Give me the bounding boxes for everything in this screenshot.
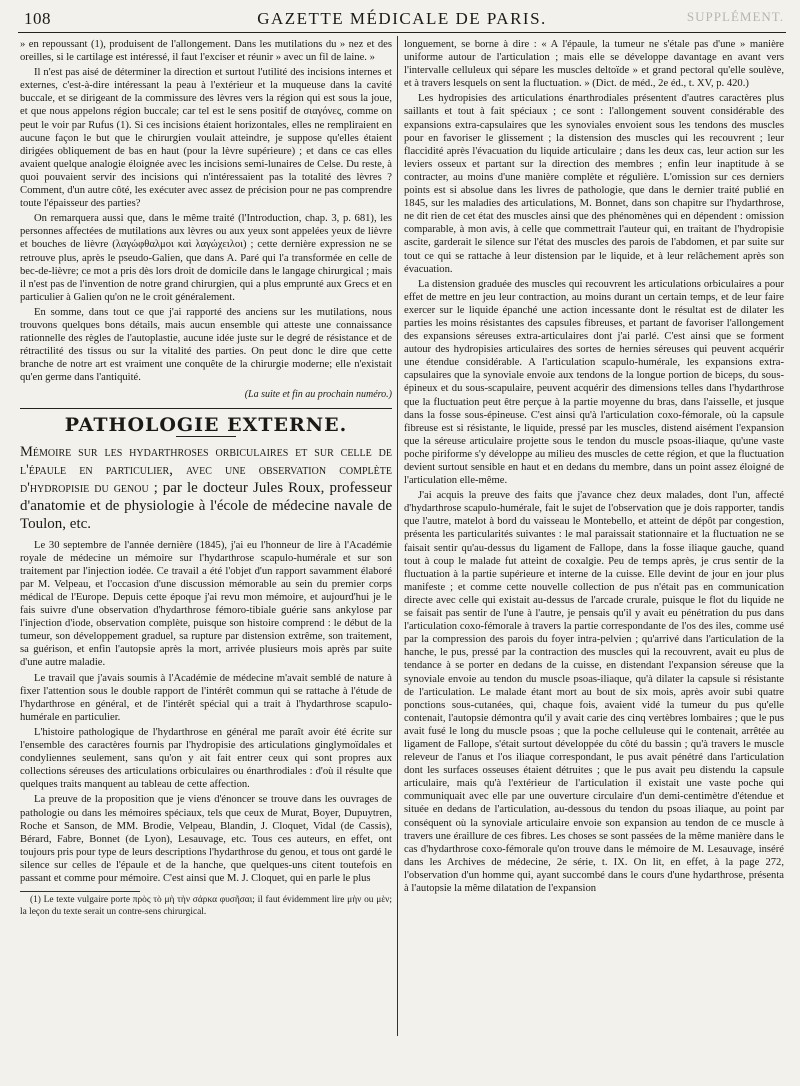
footnote: (1) Le texte vulgaire porte πρὸς τὸ μὴ τὴν σάρκα φυσῆσαι; il faut évidemment lire μὴν ou μὲν; la leçon du texte serait un contre-sens chirurgical. <box>20 895 392 917</box>
memoir-author: par le docteur Jules Roux, professeur d'anatomie et de physiologie à l'école de médecine navale de Toulon, etc. <box>20 479 393 532</box>
paragraph: Les hydropisies des articulations énarthrodiales présentent d'autres caractères plus saillants et tout à fait spéciaux ; ce sont : l'allongement souvent considérable des expansions extra-capsulaires que les synoviales envoient sous les tendons des muscles pour en favoriser le glissement ; la distension des muscles qui les recouvrent ; leur flaccidité après l'évacuation du liquide articulaire ; dans les deux cas, leur action sur les leviers osseux et partant sur la direction des membres ; enfin leur inaptitude à se contracter, au moins d'une manière complète et régulière. L'omission sur ces derniers points est si absolue dans les livres de pathologie, que dans le dernier traité publié en 1845, sur les maladies des articulations, M. Bonnet, dans son chapitre sur l'hydarthrose, ne dit rien de cet état des muscles ainsi que des phénomènes qui en dépendent : omission comparable, à mon avis, à celle que commettrait l'auteur qui, en traitant de l'hydropisie ascite, garderait le silence sur l'état des muscles des parois de l'abdomen, et par suite sur tout ce qui se rattache à leur distension par le liquide, et à leur relâchement après son évacuation. <box>404 93 784 275</box>
left-column <box>20 38 392 918</box>
paragraph: Le travail que j'avais soumis à l'Académie de médecine m'avait semblé de nature à fixer l'attention sous le double rapport de l'intérêt commun qui se rattache à l'étude de l'hydarthrose en général, et de l'intérêt spécial qui a trait à l'hydarthrose scapulo-humérale en particulier. <box>20 672 392 723</box>
memoir-title <box>20 443 392 533</box>
paragraph: On remarquera aussi que, dans le même traité (l'Introduction, chap. 3, p. 681), les personnes affectées de mutilations aux lèvres ou aux yeux sont appelées yeux de lièvre et bouches de lièvre (λαγώφθαλμοι καὶ λαγώχειλοι) ; cette dernière expression ne se retrouve plus, après le pseudo-Galien, que dans A. Paré qui l'a transformée en celle de bec-de-lièvre; ce mot a pris dès lors droit de domicile dans le langage chirurgical ; mais il n'est pas de l'invention de notre grand chirurgien, qui a plus emprunté aux Grecs et en particulier à Galien qu'on ne le croit généralement. <box>20 213 392 303</box>
paragraph: Le 30 septembre de l'année dernière (1845), j'ai eu l'honneur de lire à l'Académie royale de médecine un mémoire sur l'hydarthrose scapulo-humérale et sur son traitement par l'injection iodée. Ce travail a été l'objet d'un rapport savamment élaboré par M. Velpeau, et l'occasion d'une discussion mémorable au sein du premier corps médical de l'Europe. Depuis cette époque j'ai revu mon mémoire, et aujourd'hui je le fais suivre d'une observation d'hydarthrose fémoro-tibiale guérie sans ankylose par l'injection d'iode, observation complète, puisque son histoire comprend : le début de la tumeur, son développement graduel, sa rupture par distension extrême, son traitement, sa guérison, et enfin l'autopsie après la mort, arrivée plusieurs mois après par suite d'une autre maladie. <box>20 539 392 669</box>
page-header <box>18 6 786 33</box>
paragraph: En somme, dans tout ce que j'ai rapporté des anciens sur les mutilations, nous trouvons quelques bons détails, mais aucun ensemble qui atteste une connaissance rationnelle des règles de l'autoplastie, aucune idée juste sur le degré de résistance et de rétractilité des tissus ou sur la vitalité des parties. On peut donc le dire que cette branche de notre art est vraiment une conquête de la chirurgie moderne; elle n'existait qu'en germe dans l'antiquité. <box>20 306 392 384</box>
paragraph: J'ai acquis la preuve des faits que j'avance chez deux malades, dont l'un, affecté d'hydarthrose scapulo-humérale, fait le sujet de l'observation que je dois rapporter, tandis que l'autre, matelot à bord du vaisseau le Montebello, et atteint de dépôt par congestion, présenta les particularités suivantes : le mal paraissait stationnaire et la fluctuation ne se faisait sentir qu'au-dessus du ligament de Fallope, dans la fosse iliaque gauche, quand tout à coup le malade fut atteint de coxalgie. Peu de temps après, je crus sentir de la fluctuation à la partie supérieure et interne de la cuisse. Elle devint de jour en jour plus manifeste ; et comme cette nouvelle collection de pus n'était pas en communication directe avec celle qui existait au-dessus de l'arcade crurale, puisque le flot du liquide ne se faisait pas sentir de l'une à l'autre, je pensais qu'il y avait eu pénétration du pus dans l'articulation coxo-fémorale à travers la partie correspondante de l'os des iles, comme usé par la compression des parois du foyer intra-pelvien ; qu'arrivé dans l'articulation de la hanche, le pus, pressé par la contraction des muscles qui la recouvrent, avait eu plus de tendance à se porter en dedans de la cuisse, en distendant l'expansion séreuse que la synoviale envoie au tendon du muscle psoas-iliaque, qu'à dilater la capsule si résistante de l'articulation. Le malade étant mort au bout de six mois, après avoir subi quatre ponctions sous-cutanées, qui, chaque fois, avaient vidé la tumeur du pus qu'elle contenait, l'autopsie démontra qu'il y avait carie des cinq vertèbres lombaires ; que le pus avait fusé le long du muscle psoas ; que la poche celluleuse qui le contenait, arrêtée au ligament de Fallope, s'était surtout développée du côté du bassin ; qu'à travers le muscle releveur de l'anus et l'os iliaque correspondant, le pus avait pénétré dans l'articulation dont les surfaces osseuses étaient détruites ; que le pus avait peu distendu la capsule articulaire, mais qu'à l'extérieur de l'articulation il existait une vaste poche qui communiquait avec elle par une ouverture circulaire d'un demi-centimètre d'étendue et située en dedans de l'articulation, au-dessous du tendon du psoas iliaque, au point par conséquent où la synoviale articulaire envoie son expansion au tendon de ce muscle à travers une éraillure de ces fibres. Les choses se sont passées de la même manière dans le cas d'hydarthrose coxo-fémorale qu'on trouve dans le mémoire de M. Lesauvage, inséré dans les Archives de médecine, 2e série, t. IX. On lit, en effet, à la page 272, l'observation d'un homme qui, ayant succombé dans le cours d'une hydarthrose, présenta à l'autopsie la même dilatation de l'expansion <box>404 490 784 894</box>
paragraph: La preuve de la proposition que je viens d'énoncer se trouve dans les ouvrages de pathologie ou dans les mémoires spéciaux, tels que ceux de Murat, Boyer, Dupuytren, Roche et Sanson, de MM. Brodie, Velpeau, Blandin, J. Cloquet, Vidal (de Cassis), Bérard, Fabre, Bonnet (de Lyon), Lesauvage, etc. Tous ces auteurs, en effet, ont toujours pris pour type de leurs descriptions l'hydarthrose du genou, et tous ont gardé le silence sur celles de l'épaule et de la hanche, que quelques-uns citent toutefois en passant et comme pour mémoire. C'est ainsi que M. J. Cloquet, qui en parle le plus <box>20 794 392 884</box>
paragraph: Il n'est pas aisé de déterminer la direction et surtout l'utilité des incisions internes et externes, c'est-à-dire intéressant la peau à l'extérieur et la muqueuse dans la cavité buccale, et se dirigeant de la commissure des lèvres vers la région qui est sous la joue, et que nous appelons région buccale; car tel est le sens positif de σιαγόνες, comme on peut le voir par Rufus (1). Si ces incisions étaient horizontales, elles ne rempliraient en aucune façon le but que le chirurgien voulait atteindre, je suppose qu'elles étaient dirigées obliquement de bas en haut (pour la lèvre supérieure) ; et dans ce cas elles avaient quelque analogie éloignée avec les incisions semi-lunaires de Celse. Du reste, à quoi pouvaient servir des incisions qui n'intéressaient pas la totalité des lèvres ? Comment, d'un autre côté, les exécuter avec assez de précision pour ne pas comprendre toute l'épaisseur des parties? <box>20 67 392 210</box>
right-column <box>404 38 784 897</box>
section-title: PATHOLOGIE EXTERNE. <box>20 419 392 437</box>
continuation-note: (La suite et fin au prochain numéro.) <box>244 389 392 401</box>
memoir-title-text: Mémoire sur les hydarthroses orbiculaires et sur celle de l'épaule en particulier, avec une observation complète d'hydropisie du genou ; <box>20 443 392 496</box>
footnote-divider <box>20 891 140 892</box>
page-number: 108 <box>24 9 51 28</box>
column-divider <box>397 36 398 1036</box>
paragraph: La distension graduée des muscles qui recouvrent les articulations orbiculaires a pour effet de mettre en jeu leur contraction, au moins durant un certain temps, et de leur faire exercer sur le liquide épanché une action incessante dont le résultat est de dilater les parties les moins résistantes des capsules fibreuses, et partant de favoriser l'allongement des expansions séreuses extra-articulaires dont j'ai parlé. C'est ainsi que se forment autour des hydropisies articulaires des sortes de hernies séreuses qui peuvent acquérir une étendue considérable. A l'articulation scapulo-humérale, les expansions extra-capsulaires que la synoviale envoie aux tendons de la longue portion de biceps, du sous-épineux et du sous-scapulaire, peuvent acquérir des dimensions telles dans l'hydarthrose que la fluctuation peut être perçue à la partie moyenne du bras, dans l'aisselle, et jusque dans la fosse sous-épineuse. C'est ainsi qu'à l'articulation coxo-fémorale, où la capsule fibreuse est si résistante, le liquide, pressé par les muscles, distend aisément l'expansion que la séreuse articulaire projette sous le tendon du muscle psoas-iliaque, qu'une vaste poche piriforme s'y développe au milieu des muscles de cette région, et que la fluctuation devient surtout sensible en haut et en dedans du membre, dans un point assez éloigné de l'articulation elle-même. <box>404 278 784 487</box>
paragraph: longuement, se borne à dire : « A l'épaule, la tumeur ne s'étale pas d'une » manière uniforme autour de l'articulation ; mais elle se développe davantage en avant vers l'intervalle celluleux qui sépare les muscles deltoïde » et grand pectoral qu'elle soulève, et à travers lesquels on sent la fluctuation. » (Dict. de méd., 2e éd., t. XV, p. 420.) <box>404 39 784 90</box>
section-divider <box>20 408 392 409</box>
paragraph: L'histoire pathologique de l'hydarthrose en général me paraît avoir été écrite sur l'ensemble des caractères fournis par l'hydropisie des articulations ginglymoïdales et condyliennes seulement, sans qu'on y ait fait entrer ceux qui sont propres aux collections séreuses des articulations orbiculaires ou énarthrodiales : d'où il résulte que quelques traits manquent au tableau de cette affection. <box>20 726 392 791</box>
header-corner-text: SUPPLÉMENT. <box>686 9 784 24</box>
journal-title: GAZETTE MÉDICALE DE PARIS. <box>257 9 547 28</box>
paragraph: » en repoussant (1), produisent de l'allongement. Dans les mutilations du » nez et des oreilles, si le cartilage est intéressé, il faut l'exciser et réunir » avec un fil de laine. » <box>20 39 392 64</box>
